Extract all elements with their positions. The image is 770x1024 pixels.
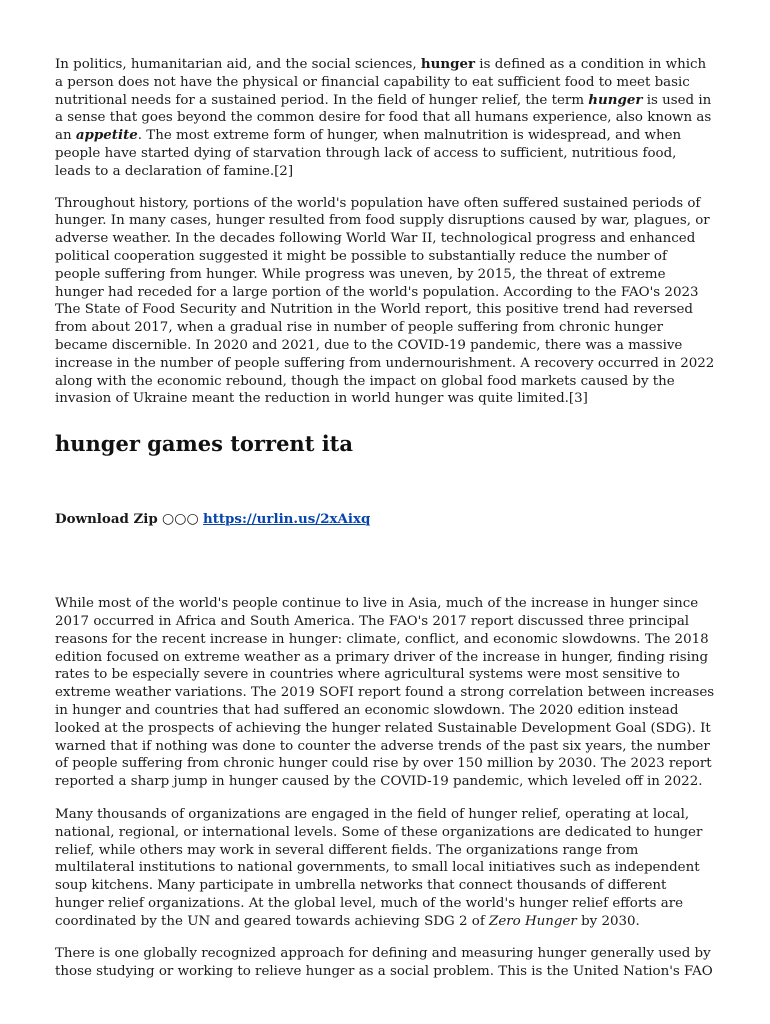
text-run: is defined as a condition in which a person does not have the physical or financial capability to eat sufficient food to meet basic nutritional needs for a sustained period. In the field of hunger relief, the term [55, 57, 707, 108]
history-paragraph: Throughout history, portions of the world's population have often suffered sustained periods of hunger. In many cases, hunger resulted from food supply disruptions caused by war, plagues, or adverse weather. In the decades following World War II, technological progress and enhanced political cooperation suggested it might be possible to substantially reduce the number of people suffering from hunger. While progress was uneven, by 2015, the threat of extreme hunger had receded for a large portion of the world's population. According to the FAO's 2023 The State of Food Security and Nutrition in the World report, this positive trend had reversed from about 2017, when a gradual rise in number of people suffering from chronic hunger became discernible. In 2020 and 2021, due to the COVID-19 pandemic, there was a massive increase in the number of people suffering from undernourishment. A recovery occurred in 2022 along with the economic rebound, though the impact on global food markets caused by the invasion of Ukraine meant the reduction in world hunger was quite limited.[3] [55, 195, 715, 407]
download-label: Download Zip [55, 511, 158, 528]
circle-glyphs-icon: ○○○ [162, 511, 199, 528]
bold-italic-term-appetite: appetite [75, 127, 138, 144]
organizations-paragraph [55, 806, 715, 931]
text-run: Many thousands of organizations are engaged in the field of hunger relief, operating at local, national, regional, or international levels. Some of these organizations are dedicated to hunger relief, while others may work in several different fields. The organizations range from multilateral institutions to national governments, to small local initiatives such as independent soup kitchens. Many participate in umbrella networks that connect thousands of different hunger relief organizations. At the global level, much of the world's hunger relief efforts are coordinated by the UN and geared towards achieving SDG 2 of [55, 806, 703, 929]
intro-paragraph [55, 56, 715, 181]
text-run: . The most extreme form of hunger, when malnutrition is widespread, and when people have started dying of starvation through lack of access to sufficient, nutritious food, leads to a declaration of famine.[2] [55, 128, 682, 179]
regional-paragraph: While most of the world's people continue to live in Asia, much of the increase in hunger since 2017 occurred in Africa and South America. The FAO's 2017 report discussed three principal reasons for the recent increase in hunger: climate, conflict, and economic slowdowns. The 2018 edition focused on extreme weather as a primary driver of the increase in hunger, finding rising rates to be especially severe in countries where agricultural systems were most sensitive to extreme weather variations. The 2019 SOFI report found a strong correlation between increases in hunger and countries that had suffered an economic slowdown. The 2020 edition instead looked at the prospects of achieving the hunger related Sustainable Development Goal (SDG). It warned that if nothing was done to counter the adverse trends of the past six years, the number of people suffering from chronic hunger could rise by over 150 million by 2030. The 2023 report reported a sharp jump in hunger caused by the COVID-19 pandemic, which leveled off in 2022. [55, 596, 715, 790]
bold-italic-term-hunger: hunger [588, 91, 643, 108]
download-link[interactable]: https://urlin.us/2xAixq [202, 511, 371, 528]
bold-term-hunger: hunger [420, 56, 476, 72]
text-run: is used in a sense that goes beyond the common desire for food that all humans experience, also known as an [55, 92, 712, 144]
text-run: In politics, humanitarian aid, and the social sciences, [55, 57, 421, 72]
text-run: by 2030. [576, 913, 640, 929]
measurement-paragraph: There is one globally recognized approach for defining and measuring hunger generally used by those studying or working to relieve hunger as a social problem. This is the United Nation's FAO [55, 946, 713, 980]
download-line [55, 510, 715, 529]
article-body [55, 56, 715, 981]
page-heading: hunger games torrent ita [55, 431, 353, 457]
italic-term-zero-hunger: Zero Hunger [489, 913, 577, 929]
